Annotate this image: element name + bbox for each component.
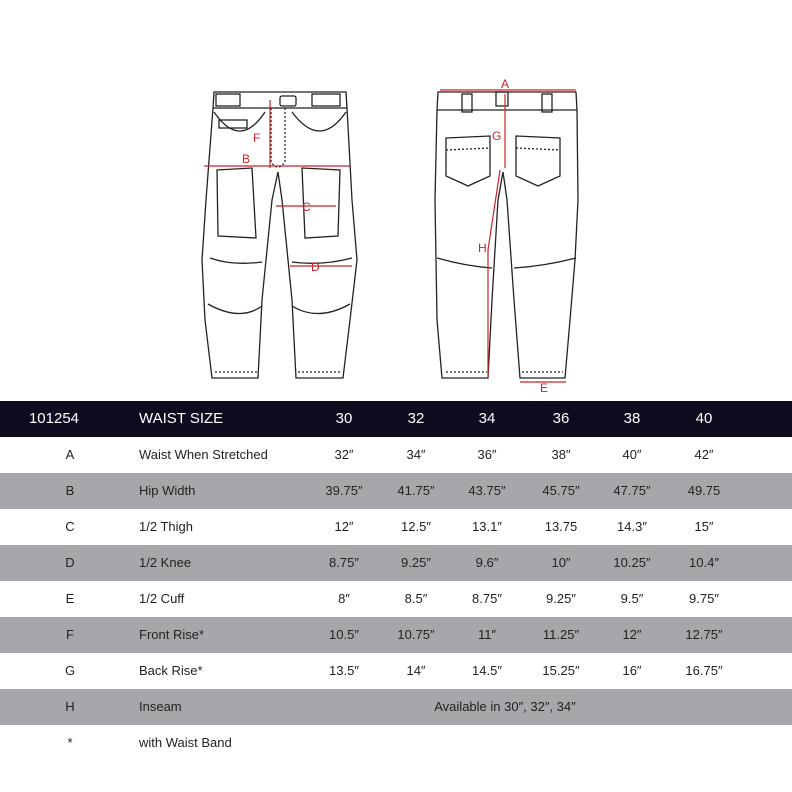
table-cell: 15″ bbox=[694, 519, 714, 534]
table-cell: 49.75 bbox=[687, 483, 721, 498]
size-heading: 34 bbox=[478, 410, 496, 427]
table-cell: 8.5″ bbox=[404, 591, 428, 606]
table-cell: 39.75″ bbox=[325, 483, 363, 498]
row-code: B bbox=[65, 483, 75, 498]
table-cell: 8.75″ bbox=[472, 591, 502, 606]
dimension-label-a: A bbox=[501, 77, 510, 91]
table-cell: 45.75″ bbox=[542, 483, 580, 498]
table-cell: 36″ bbox=[477, 447, 497, 462]
table-cell: 14.5″ bbox=[472, 663, 502, 678]
dimension-label-f: F bbox=[253, 131, 261, 145]
table-cell: 47.75″ bbox=[613, 483, 651, 498]
table-cell: 13.5″ bbox=[329, 663, 359, 678]
table-row bbox=[0, 473, 792, 509]
table-cell: 38″ bbox=[551, 447, 571, 462]
table-cell: 11″ bbox=[477, 627, 497, 642]
size-heading: 32 bbox=[407, 410, 425, 427]
waist-size-heading: WAIST SIZE bbox=[139, 410, 224, 427]
row-code: A bbox=[65, 447, 75, 462]
table-cell: 14″ bbox=[406, 663, 426, 678]
front-view-pants bbox=[202, 92, 357, 378]
row-label: Hip Width bbox=[139, 483, 196, 498]
table-cell: 15.25″ bbox=[542, 663, 580, 678]
table-cell: 10.5″ bbox=[329, 627, 359, 642]
row-code: H bbox=[65, 699, 75, 714]
table-cell: 11.25″ bbox=[542, 627, 580, 642]
row-code: C bbox=[65, 519, 75, 534]
row-label: 1/2 Thigh bbox=[139, 519, 193, 534]
dimension-label-b: B bbox=[242, 152, 251, 166]
table-row bbox=[0, 689, 792, 725]
row-label: 1/2 Knee bbox=[139, 555, 192, 570]
dimension-label-d: D bbox=[311, 260, 320, 274]
table-cell: 43.75″ bbox=[468, 483, 506, 498]
table-cell: 16.75″ bbox=[685, 663, 723, 678]
table-cell: 8″ bbox=[338, 591, 350, 606]
row-label: with Waist Band bbox=[139, 735, 232, 750]
table-cell: 9.6″ bbox=[475, 555, 499, 570]
table-header-row bbox=[0, 401, 792, 437]
row-label: Back Rise* bbox=[139, 663, 203, 678]
table-row bbox=[0, 653, 792, 689]
table-cell: 34″ bbox=[406, 447, 426, 462]
table-cell: 9.25″ bbox=[546, 591, 576, 606]
table-cell: 41.75″ bbox=[397, 483, 435, 498]
table-cell: 9.75″ bbox=[689, 591, 719, 606]
table-cell: 12″ bbox=[334, 519, 354, 534]
table-cell: 10.25″ bbox=[613, 555, 651, 570]
dimension-label-g: G bbox=[492, 129, 502, 143]
inseam-availability: Available in 30″, 32″, 34″ bbox=[434, 699, 576, 714]
table-cell: 9.25″ bbox=[401, 555, 431, 570]
table-cell: 9.5″ bbox=[620, 591, 644, 606]
table-cell: 12.5″ bbox=[401, 519, 431, 534]
row-code: * bbox=[67, 735, 73, 750]
table-cell: 12″ bbox=[622, 627, 642, 642]
table-cell: 12.75″ bbox=[685, 627, 723, 642]
row-label: Front Rise* bbox=[139, 627, 205, 642]
back-view-pants bbox=[435, 92, 578, 378]
table-row bbox=[0, 581, 792, 617]
table-cell: 8.75″ bbox=[329, 555, 359, 570]
row-code: F bbox=[66, 627, 74, 642]
size-heading: 38 bbox=[623, 410, 641, 427]
style-number: 101254 bbox=[28, 410, 80, 427]
row-code: G bbox=[64, 663, 76, 678]
table-cell: 13.1″ bbox=[472, 519, 502, 534]
table-cell: 14.3″ bbox=[617, 519, 647, 534]
table-row bbox=[0, 437, 792, 473]
row-label: 1/2 Cuff bbox=[139, 591, 185, 606]
table-cell: 10.4″ bbox=[689, 555, 719, 570]
table-cell: 13.75 bbox=[544, 519, 578, 534]
back-dimension-lines bbox=[440, 90, 576, 382]
dimension-label-h: H bbox=[478, 241, 487, 255]
row-label: Waist When Stretched bbox=[139, 447, 268, 462]
table-cell: 32″ bbox=[334, 447, 354, 462]
size-chart-table bbox=[0, 401, 792, 761]
table-cell: 10″ bbox=[551, 555, 571, 570]
table-row bbox=[0, 545, 792, 581]
size-heading: 36 bbox=[552, 410, 570, 427]
row-code: D bbox=[65, 555, 75, 570]
dimension-label-c: C bbox=[302, 200, 311, 214]
table-row bbox=[0, 617, 792, 653]
size-heading: 30 bbox=[335, 410, 353, 427]
table-row bbox=[0, 725, 792, 761]
table-cell: 40″ bbox=[622, 447, 642, 462]
row-code: E bbox=[65, 591, 75, 606]
table-cell: 42″ bbox=[694, 447, 714, 462]
row-label: Inseam bbox=[139, 699, 182, 714]
size-heading: 40 bbox=[695, 410, 713, 427]
table-cell: 10.75″ bbox=[397, 627, 435, 642]
table-row bbox=[0, 509, 792, 545]
table-cell: 16″ bbox=[622, 663, 642, 678]
dimension-label-e: E bbox=[540, 381, 549, 395]
